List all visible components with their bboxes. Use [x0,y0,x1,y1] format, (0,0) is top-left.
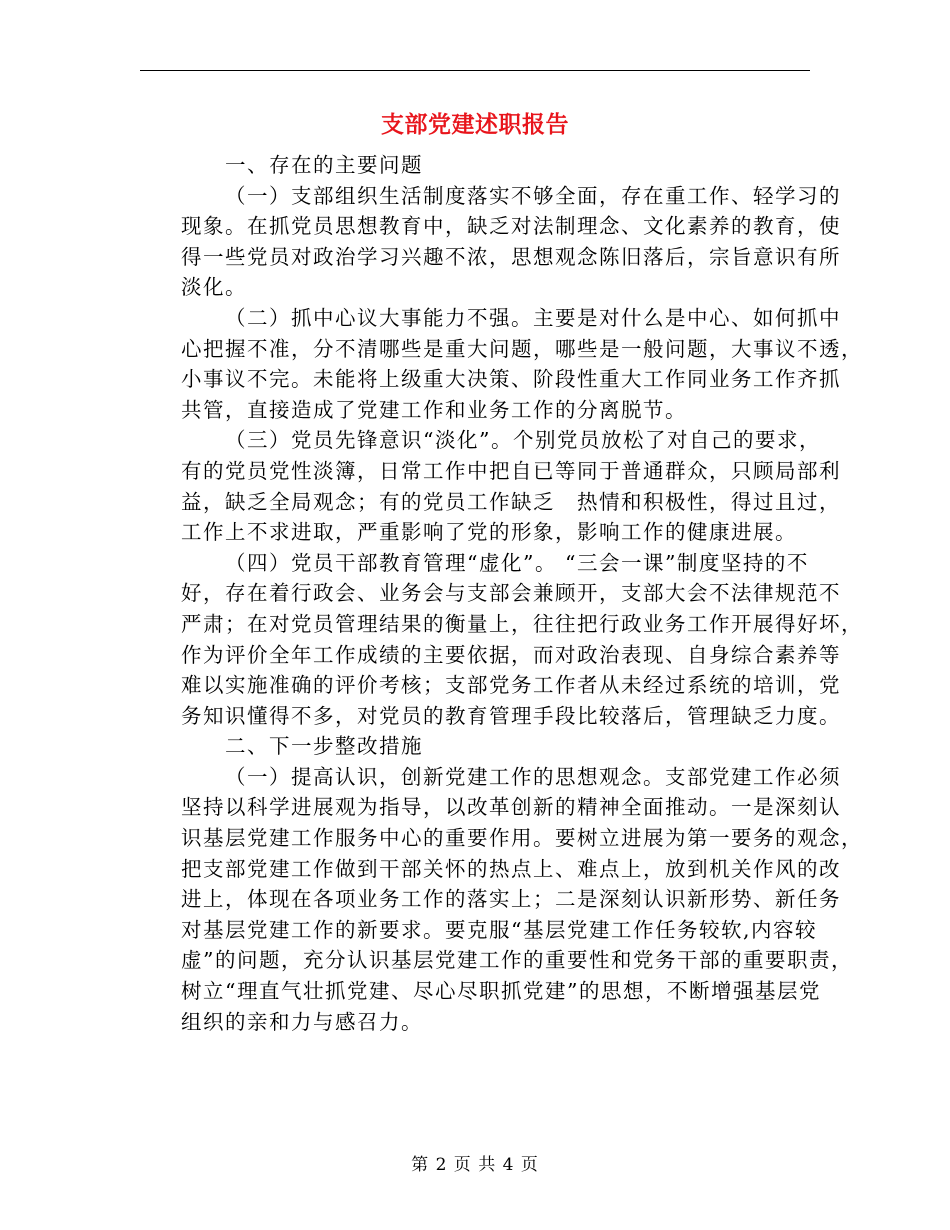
header-rule [140,70,810,71]
text-line: 淡化。 [181,275,247,300]
text-line: 得一些党员对政治学习兴趣不浓，思想观念陈旧落后，宗旨意识有所 [181,244,841,269]
text-line: （一）支部组织生活制度落实不够全面，存在重工作、轻学习的 [225,183,841,208]
text-line: 益，缺乏全局观念；有的党员工作缺乏 热情和积极性，得过且过， [181,489,841,514]
text-line: 心把握不准，分不清哪些是重大问题，哪些是一般问题，大事议不透， [181,336,863,361]
section-heading [140,731,812,762]
text-line: （四）党员干部教育管理“虚化”。 “三会一课”制度坚持的不 [225,550,809,575]
document-body [140,150,863,1037]
body-paragraph [140,181,841,303]
text-line: 现象。在抓党员思想教育中，缺乏对法制理念、文化素养的教育，使 [181,214,841,239]
section-heading [140,150,812,181]
text-line: 作为评价全年工作成绩的主要依据，而对政治表现、自身综合素养等 [181,642,841,667]
text-line: 好，存在着行政会、业务会与支部会兼顾开，支部大会不法律规范不 [181,581,841,606]
text-line: 识基层党建工作服务中心的重要作用。要树立进展为第一要务的观念， [181,826,863,851]
text-line: 对基层党建工作的新要求。要克服“基层党建工作任务较软,内容较 [181,917,817,942]
body-paragraph [140,303,863,425]
text-line: 小事议不完。未能将上级重大决策、阶段性重大工作同业务工作齐抓 [181,367,841,392]
text-line: 工作上不求进取，严重影响了党的形象，影响工作的健康进展。 [181,520,797,545]
text-line: 严肃；在对党员管理结果的衡量上，往往把行政业务工作开展得好坏， [181,611,863,636]
body-paragraph [140,762,863,1037]
body-paragraph [140,425,841,547]
text-line: 进上，体现在各项业务工作的落实上；二是深刻认识新形势、新任务 [181,887,841,912]
text-line: 二、下一步整改措施 [225,734,423,759]
text-line: 把支部党建工作做到干部关怀的热点上、难点上，放到机关作风的改 [181,856,841,881]
text-line: 树立“理直气壮抓党建、尽心尽职抓党建”的思想，不断增强基层党 [181,979,821,1004]
text-line: 务知识懂得不多，对党员的教育管理手段比较落后，管理缺乏力度。 [181,703,841,728]
text-line: （三）党员先锋意识“淡化”。个别党员放松了对自己的要求， [225,428,821,453]
text-line: 坚持以科学进展观为指导，以改革创新的精神全面推动。一是深刻认 [181,795,841,820]
text-line: （二）抓中心议大事能力不强。主要是对什么是中心、如何抓中 [225,305,841,330]
text-line: （一）提高认识，创新党建工作的思想观念。支部党建工作必须 [225,764,841,789]
text-line: 难以实施准确的评价考核；支部党务工作者从未经过系统的培训，党 [181,673,841,698]
text-line: 一、存在的主要问题 [225,153,423,177]
text-line: 共管，直接造成了党建工作和业务工作的分离脱节。 [181,397,687,422]
text-line: 虚”的问题，充分认识基层党建工作的重要性和党务干部的重要职责， [181,948,853,973]
body-paragraph [140,548,863,732]
text-line: 有的党员党性淡簿，日常工作中把自已等同于普通群众，只顾局部利 [181,458,841,483]
document-title: 支部党建述职报告 [381,111,569,138]
text-line: 组织的亲和力与感召力。 [181,1009,423,1034]
page-footer: 第 2 页 共 4 页 [411,1155,539,1175]
